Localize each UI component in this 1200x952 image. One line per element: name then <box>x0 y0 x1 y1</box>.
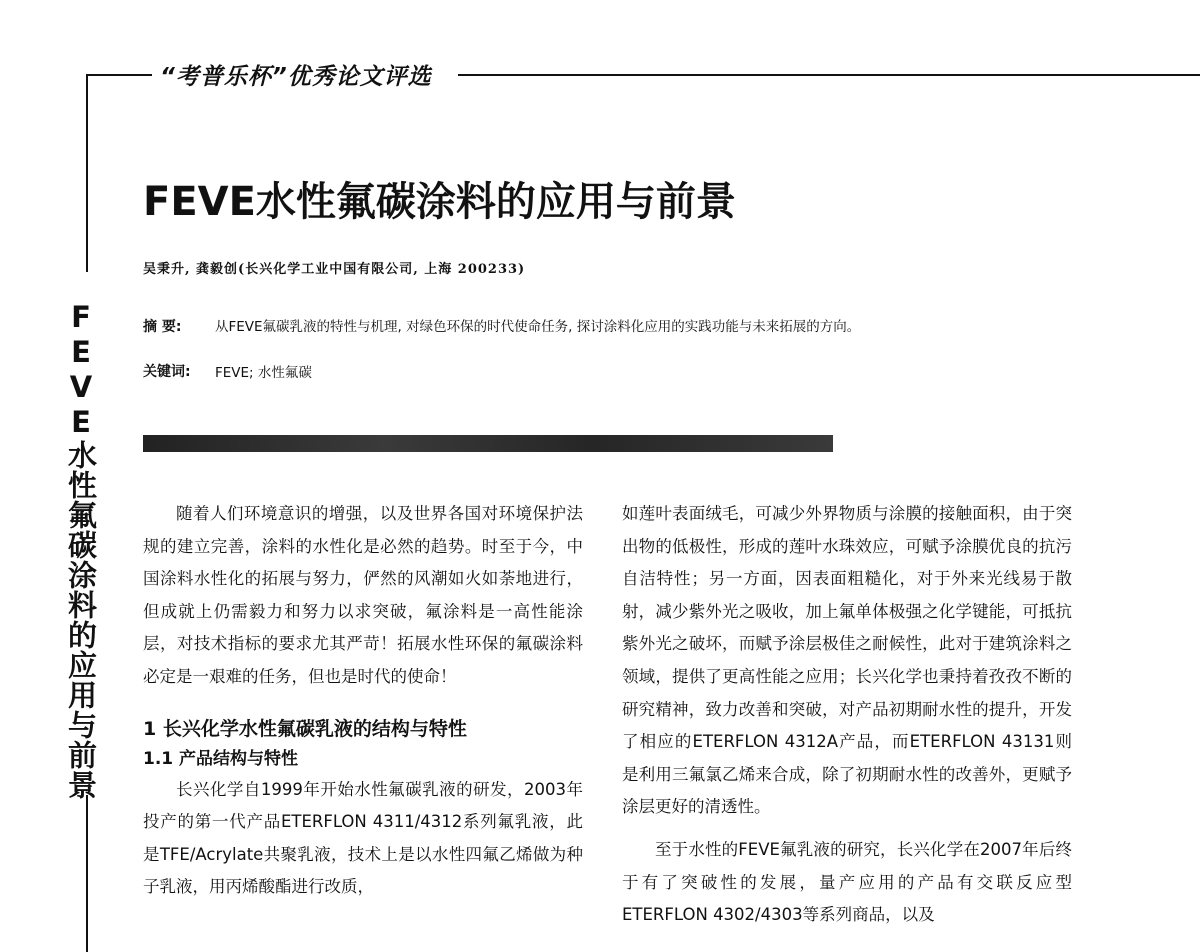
article-title: FEVE水性氟碳涂料的应用与前景 <box>143 179 736 225</box>
keywords-text: FEVE; 水性氟碳 <box>215 365 312 381</box>
right-column <box>622 498 1072 932</box>
header-rule-right <box>458 74 1200 76</box>
decorative-divider-bar <box>143 435 833 452</box>
section-banner: “考普乐杯”优秀论文评选 <box>160 64 432 90</box>
right-paragraph-2: 至于水性的FEVE氟乳液的研究，长兴化学在2007年后终于有了突破性的发展，量产应用的产品有交联反应型ETERFLON 4302/4303等系列商品，以及 <box>622 839 1072 925</box>
left-column <box>143 498 583 904</box>
section-1-1-paragraph: 长兴化学自1999年开始水性氟碳乳液的研发，2003年投产的第一代产品ETERFLON 4311/4312系列氟乳液，此是TFE/Acrylate共聚乳液，技术上是以水性四氟乙烯做为种子乳液，用丙烯酸酯进行改质， <box>143 779 583 897</box>
margin-rule-bottom <box>86 795 88 952</box>
abstract-label: 摘 要: <box>143 319 182 335</box>
abstract-text: 从FEVE氟碳乳液的特性与机理, 对绿色环保的时代使命任务, 探讨涂料化应用的实践功能与未来拓展的方向。 <box>215 319 861 335</box>
margin-rule-top <box>86 74 88 272</box>
intro-paragraph: 随着人们环境意识的增强，以及世界各国对环境保护法规的建立完善，涂料的水性化是必然的趋势。时至于今，中国涂料水性化的拓展与努力，俨然的风潮如火如荼地进行，但成就上仍需毅力和努力以求突破，氟涂料是一高性能涂层，对技术指标的要求尤其严苛！拓展水性环保的氟碳涂料必定是一艰难的任务，但也是时代的使命！ <box>143 504 583 686</box>
side-running-title: FEVE水性氟碳涂料的应用与前景 <box>64 300 98 800</box>
keywords-label: 关键词: <box>143 364 191 380</box>
header-rule-left <box>86 74 152 76</box>
section-1-heading: 1 长兴化学水性氟碳乳液的结构与特性 <box>143 717 467 740</box>
article-authors: 吴秉升, 龚毅创(长兴化学工业中国有限公司, 上海 200233) <box>143 262 526 277</box>
right-paragraph-1: 如莲叶表面绒毛，可减少外界物质与涂膜的接触面积，由于突出物的低极性，形成的莲叶水珠效应，可赋予涂膜优良的抗污自洁特性；另一方面，因表面粗糙化，对于外来光线易于散射，减少紫外光之吸收，加上氟单体极强之化学键能，可抵抗紫外光之破坏，而赋予涂层极佳之耐候性，此对于建筑涂料之领域，提供了更高性能之应用；长兴化学也秉持着孜孜不断的研究精神，致力改善和突破，对产品初期耐水性的提升，开发了相应的ETERFLON 4312A产品，而ETERFLON 43131则是利用三氟氯乙烯来合成，除了初期耐水性的改善外，更赋予涂层更好的清透性。 <box>622 504 1072 817</box>
section-1-1-heading: 1.1 产品结构与特性 <box>143 748 299 769</box>
